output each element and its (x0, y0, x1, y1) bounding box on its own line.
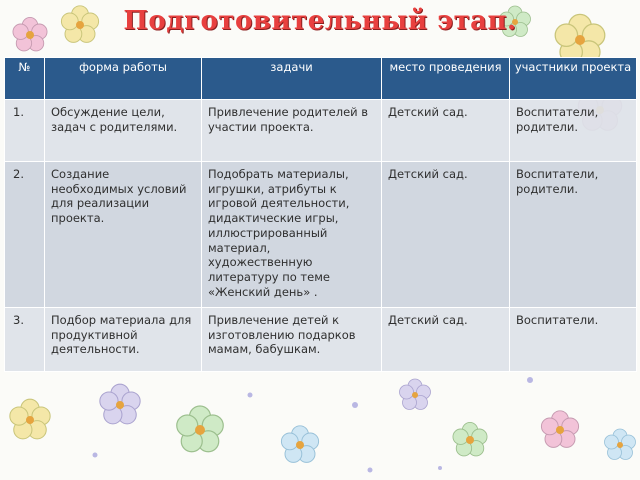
header-number: № (5, 58, 45, 100)
table-row (5, 100, 637, 162)
table-header-row (5, 58, 637, 100)
work-plan-table (4, 57, 637, 372)
cell-location: Детский сад. (382, 308, 510, 372)
table-row (5, 162, 637, 308)
cell-work-form: Обсуждение цели, задач с родителями. (45, 100, 202, 162)
page-title: Подготовительный этап. (123, 6, 517, 36)
cell-participants: Воспитатели. (510, 308, 637, 372)
header-tasks: задачи (202, 58, 382, 100)
cell-number: 2. (5, 162, 45, 308)
cell-number: 3. (5, 308, 45, 372)
flower-icon (100, 379, 431, 424)
cell-tasks: Подобрать материалы, игрушки, атрибуты к игровой деятельности, дидактические игры, иллюстрированный материал, художественную литературу по теме «Женский день» . (202, 162, 382, 308)
cell-work-form: Подбор материала для продуктивной деятельности. (45, 308, 202, 372)
work-plan-table-container (4, 57, 636, 367)
table-row (5, 308, 637, 372)
cell-participants: Воспитатели, родители. (510, 100, 637, 162)
header-location: место проведения (382, 58, 510, 100)
cell-number: 1. (5, 100, 45, 162)
header-work-form: форма работы (45, 58, 202, 100)
header-participants: участники проекта (510, 58, 637, 100)
cell-work-form: Создание необходимых условий для реализации проекта. (45, 162, 202, 308)
cell-participants: Воспитатели, родители. (510, 162, 637, 308)
cell-location: Детский сад. (382, 100, 510, 162)
cell-tasks: Привлечение родителей в участии проекта. (202, 100, 382, 162)
cell-tasks: Привлечение детей к изготовлению подарков мамам, бабушкам. (202, 308, 382, 372)
cell-location: Детский сад. (382, 162, 510, 308)
